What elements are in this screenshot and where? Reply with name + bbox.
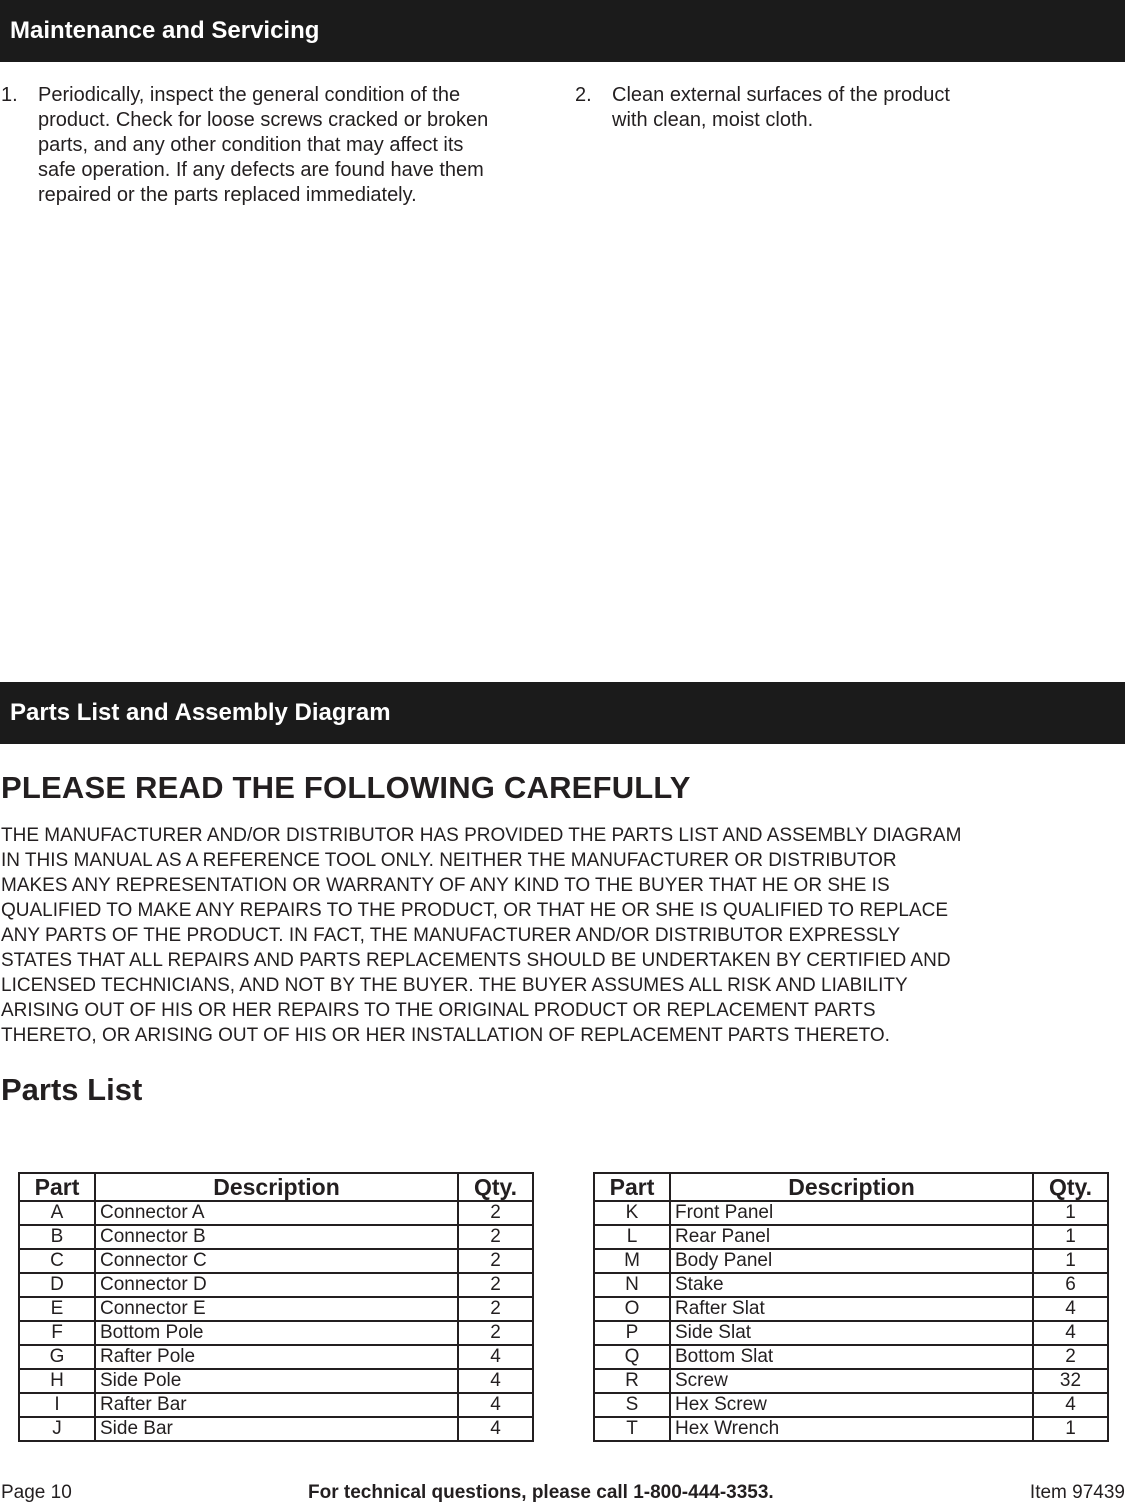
description-cell: Connector A [95,1201,458,1225]
qty-cell: 1 [1033,1417,1108,1441]
table-row [594,1225,1108,1249]
parts-table-left [18,1172,534,1442]
description-cell: Side Slat [670,1321,1033,1345]
warning-line: THE MANUFACTURER AND/OR DISTRIBUTOR HAS PROVIDED THE PARTS LIST AND ASSEMBLY DIAGRAM [1,825,962,846]
part-cell: L [594,1225,670,1249]
qty-cell: 1 [1033,1249,1108,1273]
warning-line: ANY PARTS OF THE PRODUCT. IN FACT, THE MANUFACTURER AND/OR DISTRIBUTOR EXPRESSLY [1,925,901,946]
parts-table-right [593,1172,1109,1442]
qty-cell: 1 [1033,1225,1108,1249]
description-cell: Rafter Bar [95,1393,458,1417]
part-cell: G [19,1345,95,1369]
description-cell: Body Panel [670,1249,1033,1273]
qty-cell: 1 [1033,1201,1108,1225]
table-row [594,1345,1108,1369]
part-cell: H [19,1369,95,1393]
table-row [19,1417,533,1441]
warning-line: THERETO, OR ARISING OUT OF HIS OR HER INSTALLATION OF REPLACEMENT PARTS THERETO. [1,1025,890,1046]
warning-line: MAKES ANY REPRESENTATION OR WARRANTY OF ANY KIND TO THE BUYER THAT HE OR SHE IS [1,875,890,896]
warning-line: LICENSED TECHNICIANS, AND NOT BY THE BUYER. THE BUYER ASSUMES ALL RISK AND LIABILITY [1,975,908,996]
description-cell: Front Panel [670,1201,1033,1225]
part-cell: R [594,1369,670,1393]
table-header-row [19,1173,533,1201]
part-cell: O [594,1297,670,1321]
part-cell: J [19,1417,95,1441]
qty-cell: 2 [458,1273,533,1297]
part-cell: Q [594,1345,670,1369]
warning-line: QUALIFIED TO MAKE ANY REPAIRS TO THE PRODUCT, OR THAT HE OR SHE IS QUALIFIED TO REPLACE [1,900,949,921]
maintenance-header [0,0,1125,62]
warning-line: STATES THAT ALL REPAIRS AND PARTS REPLACEMENTS SHOULD BE UNDERTAKEN BY CERTIFIED AND [1,950,951,971]
table-row [19,1369,533,1393]
warning-line: IN THIS MANUAL AS A REFERENCE TOOL ONLY. NEITHER THE MANUFACTURER OR DISTRIBUTOR [1,850,897,871]
part-cell: I [19,1393,95,1417]
qty-cell: 2 [458,1201,533,1225]
description-cell: Side Bar [95,1417,458,1441]
item-line: Periodically, inspect the general condition of the [38,84,461,106]
table-row [19,1201,533,1225]
item-number: 2. [575,84,592,106]
qty-cell: 4 [458,1393,533,1417]
qty-cell: 4 [1033,1297,1108,1321]
table-row [594,1249,1108,1273]
qty-cell: 4 [458,1345,533,1369]
qty-cell: 2 [458,1249,533,1273]
support-phone-text: For technical questions, please call 1-800-444-3353. [308,1482,774,1503]
qty-cell: 4 [458,1369,533,1393]
part-cell: S [594,1393,670,1417]
description-cell: Connector B [95,1225,458,1249]
description-cell: Rear Panel [670,1225,1033,1249]
part-cell: B [19,1225,95,1249]
part-cell: A [19,1201,95,1225]
warning-title: PLEASE READ THE FOLLOWING CAREFULLY [1,770,691,805]
table-row [19,1273,533,1297]
column-header-description: Description [670,1173,1033,1201]
maintenance-item-1 [1,83,541,213]
column-header-qty: Qty. [1033,1173,1108,1201]
description-cell: Bottom Slat [670,1345,1033,1369]
description-cell: Side Pole [95,1369,458,1393]
qty-cell: 6 [1033,1273,1108,1297]
maintenance-title: Maintenance and Servicing [10,17,320,44]
part-cell: D [19,1273,95,1297]
item-number-label: Item 97439 [1029,1482,1125,1503]
description-cell: Screw [670,1369,1033,1393]
column-header-description: Description [95,1173,458,1201]
column-header-qty: Qty. [458,1173,533,1201]
parts-header [0,682,1125,744]
part-cell: P [594,1321,670,1345]
description-cell: Bottom Pole [95,1321,458,1345]
description-cell: Rafter Pole [95,1345,458,1369]
part-cell: M [594,1249,670,1273]
table-row [594,1393,1108,1417]
part-cell: F [19,1321,95,1345]
part-cell: N [594,1273,670,1297]
maintenance-item-2 [575,83,1075,143]
item-line: repaired or the parts replaced immediately. [38,184,417,206]
table-row [594,1321,1108,1345]
table-row [19,1345,533,1369]
item-line: Clean external surfaces of the product [612,84,950,106]
description-cell: Stake [670,1273,1033,1297]
table-row [594,1369,1108,1393]
table-row [594,1417,1108,1441]
qty-cell: 2 [458,1297,533,1321]
item-number: 1. [1,84,18,106]
description-cell: Rafter Slat [670,1297,1033,1321]
part-cell: E [19,1297,95,1321]
table-row [19,1393,533,1417]
table-header-row [594,1173,1108,1201]
qty-cell: 2 [458,1225,533,1249]
item-line: parts, and any other condition that may affect its [38,134,464,156]
part-cell: C [19,1249,95,1273]
description-cell: Connector C [95,1249,458,1273]
description-cell: Connector D [95,1273,458,1297]
item-line: with clean, moist cloth. [612,109,814,131]
part-cell: T [594,1417,670,1441]
warning-line: ARISING OUT OF HIS OR HER REPAIRS TO THE ORIGINAL PRODUCT OR REPLACEMENT PARTS [1,1000,876,1021]
description-cell: Hex Screw [670,1393,1033,1417]
qty-cell: 4 [1033,1321,1108,1345]
description-cell: Connector E [95,1297,458,1321]
table-row [594,1297,1108,1321]
qty-cell: 2 [458,1321,533,1345]
table-row [19,1297,533,1321]
column-header-part: Part [19,1173,95,1201]
qty-cell: 4 [458,1417,533,1441]
item-line: product. Check for loose screws cracked or broken [38,109,489,131]
parts-section-title: Parts List and Assembly Diagram [10,699,391,726]
part-cell: K [594,1201,670,1225]
description-cell: Hex Wrench [670,1417,1033,1441]
parts-list-title: Parts List [1,1072,143,1107]
table-row [19,1249,533,1273]
item-line: safe operation. If any defects are found have them [38,159,484,181]
table-row [594,1273,1108,1297]
warning-body [1,823,1061,1048]
qty-cell: 2 [1033,1345,1108,1369]
table-row [19,1225,533,1249]
table-row [594,1201,1108,1225]
column-header-part: Part [594,1173,670,1201]
qty-cell: 32 [1033,1369,1108,1393]
qty-cell: 4 [1033,1393,1108,1417]
table-row [19,1321,533,1345]
page-number: Page 10 [1,1482,72,1503]
